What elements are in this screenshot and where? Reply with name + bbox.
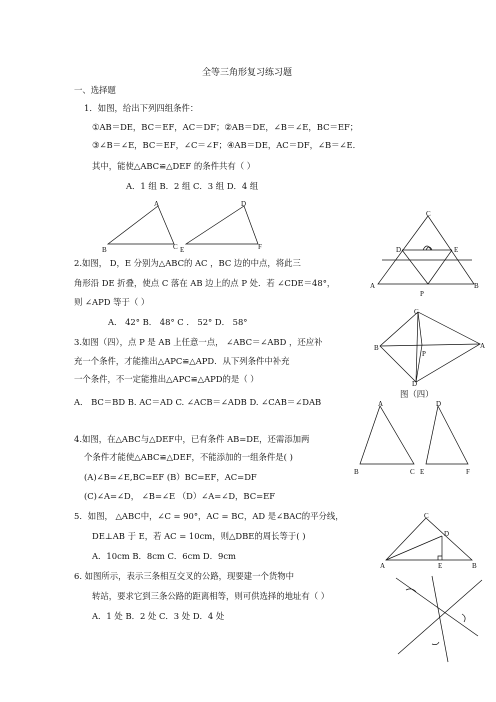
q6-figure [392,574,486,666]
q1-figure [100,198,270,254]
label-p: P [422,350,426,358]
label-d: D [396,246,402,254]
road-line-3 [398,580,482,654]
label-c: C [414,308,419,316]
q1-stem: 1．如图，给出下列四组条件： [84,103,199,113]
triangle-abc [108,206,174,244]
q5-figure [380,510,490,570]
q1-options: A．1 组 B．2 组 C．3 组 D．4 组 [126,181,259,191]
triangle-def [186,206,258,244]
segment-cp [418,312,422,345]
q3-line-3: 一个条件，不一定能推出△APC≌△APD的是（ ） [74,374,259,384]
label-f: F [466,468,470,476]
label-a: A [380,562,386,570]
road-mark-1 [406,589,416,592]
road-mark-3 [432,642,439,645]
label-e: E [420,468,425,476]
label-b: B [472,562,477,570]
right-angle-mark [438,556,442,560]
label-a: A [370,282,376,290]
q3-figure [374,308,486,386]
q5-line-2: DE⊥AB 于 E，若 AC = 10cm，则△DBE的周长等于( ) [92,531,306,541]
q2-options: A． 42° B． 48° C ． 52° D． 58° [108,317,248,327]
q4-line-1: 4.如图，在△ABC与△DEF中，已有条件 AB=DE，还需添加两 [74,434,310,444]
label-c: C [173,243,178,251]
label-c: C [424,512,429,520]
q4-line-2: 个条件才能使△ABC≌△DEF，不能添加的一组条件是( ) [84,452,293,462]
page-title: 全等三角形复习练习题 [202,68,293,78]
label-c: C [426,210,431,218]
q4-figure [350,394,480,476]
q6-line-2: 转站，要求它到三条公路的距离相等，则可供选择的地址有（ ） [92,591,330,601]
q2-line-2: 角形沿 DE 折叠，使点 C 落在 AB 边上的点 P 处．若 ∠CDE＝48°， [74,278,336,288]
triangle-def [426,406,468,464]
q1-conditions-2: ③∠B＝∠E，BC＝EF，∠C＝∠F；④AB＝DE，AC＝DF，∠B＝∠E． [92,140,362,150]
q2-line-3: 则 ∠APD 等于（ ） [74,297,150,307]
q6-options: A．1 处 B．2 处 C．3 处 D．4 处 [92,611,225,621]
label-e: E [180,246,185,254]
road-mark-2 [462,614,465,622]
q4-line-4: (C)∠A=∠D， ∠B=∠E （D）∠A=∠D，BC=EF [84,491,276,501]
segment-dp [402,250,428,284]
triangle-abc [360,406,414,464]
q2-line-1: 2.如图， D，E 分别为△ABC的 AC ，BC 边的中点，将此三 [74,258,301,268]
q1-conditions-1: ①AB＝DE，BC＝EF，AC＝DF；②AB＝DE，∠B＝∠E，BC＝EF； [92,122,359,132]
q3-options: A． BC＝BD B. AC＝AD C. ∠ACB＝∠ADB D. ∠CAB＝∠DAB [74,397,322,407]
label-f: F [258,243,262,251]
q6-line-1: 6. 如图所示，表示三条相互交叉的公路，现要建一个货物中 [74,571,295,581]
q5-line-1: 5．如图， △ABC中，∠C = 90°，AC = BC，AD 是∠BAC的平分线， [74,511,344,521]
q3-figure-caption: 图（四） [400,389,434,399]
label-e: E [454,246,459,254]
q1-question: 其中，能使△ABC≌△DEF 的条件共有（ ） [92,161,256,171]
label-p: P [420,290,424,298]
label-b: B [474,282,479,290]
label-b: B [102,246,107,254]
label-d: D [241,200,247,208]
q5-options: A．10cm B．8cm C．6cm D．9cm [92,551,236,561]
triangle-abc-right [386,518,472,560]
quadrilateral-acbd [380,312,480,382]
label-a: A [378,400,384,408]
road-line-1 [396,578,478,636]
label-d: D [436,400,442,408]
bisector-ad [386,536,442,560]
label-e: E [438,562,443,570]
label-d: D [444,530,450,538]
label-b: B [374,344,379,352]
q4-line-3: (A)∠B=∠E,BC=EF (B）BC=EF，AC=DF [84,472,257,482]
label-d: D [412,380,418,386]
segment-ep [428,250,452,284]
label-c: C [410,468,415,476]
label-a: A [480,342,486,350]
segment-ab [380,344,480,346]
label-b: B [354,468,359,476]
section-heading: 一、选择题 [74,85,116,95]
q2-figure [368,208,484,300]
q3-line-2: 充一个条件，才能推出△APC≌△APD．从下列条件中补充 [74,356,290,366]
q3-line-1: 3.如图（四），点 P 是 AB 上任意一点， ∠ABC＝∠ABD ，还应补 [74,337,323,347]
road-line-2 [432,576,448,662]
label-a: A [154,200,160,208]
